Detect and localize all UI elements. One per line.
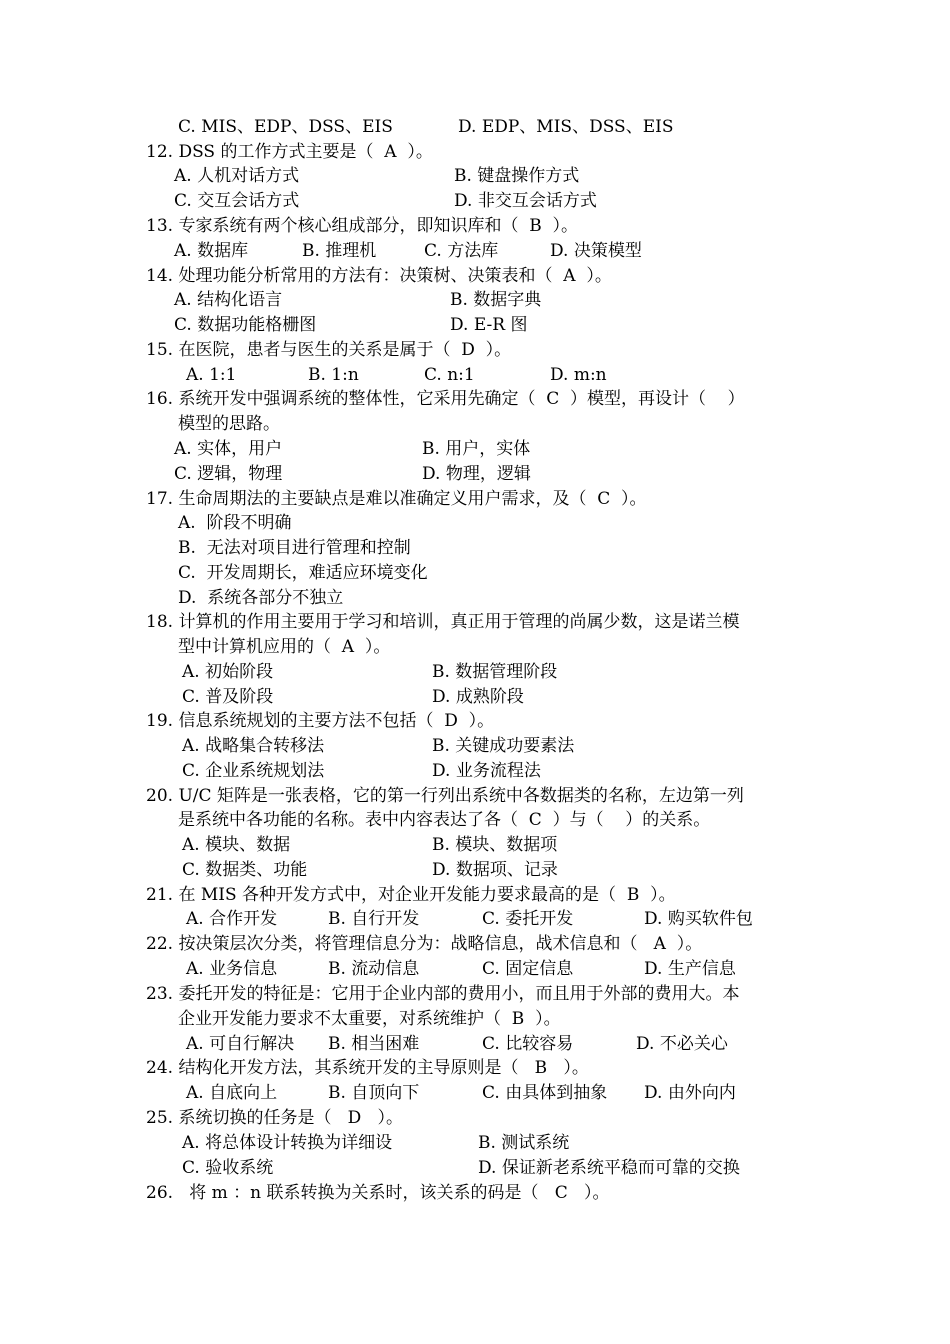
option-line: B. 自顶向下 — [328, 1083, 420, 1103]
option-line: A. 数据库 — [174, 241, 249, 261]
option-line: D. 数据项、记录 — [432, 860, 558, 880]
option-line: B. 无法对项目进行管理和控制 — [178, 538, 411, 558]
question-line: 22. 按决策层次分类，将管理信息分为：战略信息，战术信息和（ A ）。 — [146, 934, 703, 954]
option-line: C. 数据类、功能 — [182, 860, 308, 880]
option-line: A. 模块、数据 — [182, 835, 291, 855]
option-line: A. 业务信息 — [186, 959, 278, 979]
question-line: 15. 在医院，患者与医生的关系是属于（ D ）。 — [146, 340, 512, 360]
option-line: B. 流动信息 — [328, 959, 420, 979]
option-line: D. 决策模型 — [550, 241, 642, 261]
option-line: C. 逻辑，物理 — [174, 464, 283, 484]
option-line: C. 固定信息 — [482, 959, 574, 979]
option-line: A. 可自行解决 — [186, 1034, 295, 1054]
question-line: 19. 信息系统规划的主要方法不包括（ D ）。 — [146, 711, 495, 731]
option-line: D. m:n — [550, 365, 607, 385]
question-line: 20. U/C 矩阵是一张表格，它的第一行列出系统中各数据类的名称，左边第一列 — [146, 786, 744, 806]
question-line: 18. 计算机的作用主要用于学习和培训，真正用于管理的尚属少数，这是诺兰模 — [146, 612, 740, 632]
option-line: C. 交互会话方式 — [174, 191, 300, 211]
option-line: A. 自底向上 — [186, 1083, 278, 1103]
option-line: A. 1:1 — [186, 365, 237, 385]
option-line: C. 开发周期长，难适应环境变化 — [178, 563, 428, 583]
option-line: C. MIS、EDP、DSS、EIS — [178, 117, 393, 137]
question-line: 25. 系统切换的任务是（ D ）。 — [146, 1108, 403, 1128]
option-line: C. 验收系统 — [182, 1158, 274, 1178]
question-line: 12. DSS 的工作方式主要是（ A ）。 — [146, 142, 433, 162]
option-line: D. 不必关心 — [636, 1034, 728, 1054]
question-line: 23. 委托开发的特征是：它用于企业内部的费用小，而且用于外部的费用大。本 — [146, 984, 740, 1004]
option-line: B. 数据字典 — [450, 290, 542, 310]
question-line: 26. 将 m ：n 联系转换为关系时，该关系的码是（ C ）。 — [146, 1183, 610, 1203]
option-line: C. 数据功能格栅图 — [174, 315, 317, 335]
option-line: A. 将总体设计转换为详细设 — [182, 1133, 393, 1153]
option-line: C. 比较容易 — [482, 1034, 574, 1054]
option-line: A. 人机对话方式 — [174, 166, 300, 186]
option-line: C. 企业系统规划法 — [182, 761, 325, 781]
option-line: B. 用户，实体 — [422, 439, 531, 459]
option-line: A. 合作开发 — [186, 909, 278, 929]
option-line: C. 委托开发 — [482, 909, 574, 929]
question-line: 是系统中各功能的名称。表中内容表达了各（ C ）与（ ）的关系。 — [178, 810, 711, 830]
option-line: B. 1:n — [308, 365, 359, 385]
question-line: 13. 专家系统有两个核心组成部分，即知识库和（ B ）。 — [146, 216, 579, 236]
option-line: A. 实体，用户 — [174, 439, 283, 459]
option-line: A. 阶段不明确 — [178, 513, 292, 533]
option-line: D. 保证新老系统平稳而可靠的交换 — [478, 1158, 740, 1178]
question-line: 企业开发能力要求不太重要，对系统维护（ B ）。 — [178, 1009, 561, 1029]
option-line: D. 非交互会话方式 — [454, 191, 597, 211]
question-line: 17. 生命周期法的主要缺点是难以准确定义用户需求，及（ C ）。 — [146, 489, 647, 509]
option-line: D. 业务流程法 — [432, 761, 541, 781]
option-line: A. 初始阶段 — [182, 662, 274, 682]
option-line: D. 系统各部分不独立 — [178, 588, 344, 608]
option-line: D. 生产信息 — [644, 959, 736, 979]
option-line: C. 普及阶段 — [182, 687, 274, 707]
question-line: 14. 处理功能分析常用的方法有：决策树、决策表和（ A ）。 — [146, 266, 612, 286]
option-line: D. 物理，逻辑 — [422, 464, 531, 484]
option-line: C. 由具体到抽象 — [482, 1083, 608, 1103]
option-line: D. E-R 图 — [450, 315, 528, 335]
option-line: C. 方法库 — [424, 241, 499, 261]
question-line: 21. 在 MIS 各种开发方式中，对企业开发能力要求最高的是（ B ）。 — [146, 885, 676, 905]
option-line: B. 相当困难 — [328, 1034, 420, 1054]
option-line: D. EDP、MIS、DSS、EIS — [458, 117, 674, 137]
option-line: D. 成熟阶段 — [432, 687, 524, 707]
option-line: B. 测试系统 — [478, 1133, 570, 1153]
option-line: B. 自行开发 — [328, 909, 420, 929]
question-line: 24. 结构化开发方法，其系统开发的主导原则是（ B ）。 — [146, 1058, 589, 1078]
option-line: A. 战略集合转移法 — [182, 736, 325, 756]
option-line: A. 结构化语言 — [174, 290, 283, 310]
option-line: B. 数据管理阶段 — [432, 662, 558, 682]
option-line: D. 由外向内 — [644, 1083, 736, 1103]
question-line: 型中计算机应用的（ A ）。 — [178, 637, 391, 657]
option-line: C. n:1 — [424, 365, 475, 385]
option-line: B. 模块、数据项 — [432, 835, 558, 855]
option-line: B. 键盘操作方式 — [454, 166, 580, 186]
option-line: D. 购买软件包 — [644, 909, 753, 929]
question-line: 16. 系统开发中强调系统的整体性，它采用先确定（ C ）模型，再设计（ ） — [146, 389, 745, 409]
question-line: 模型的思路。 — [178, 414, 280, 434]
option-line: B. 推理机 — [302, 241, 377, 261]
option-line: B. 关键成功要素法 — [432, 736, 575, 756]
